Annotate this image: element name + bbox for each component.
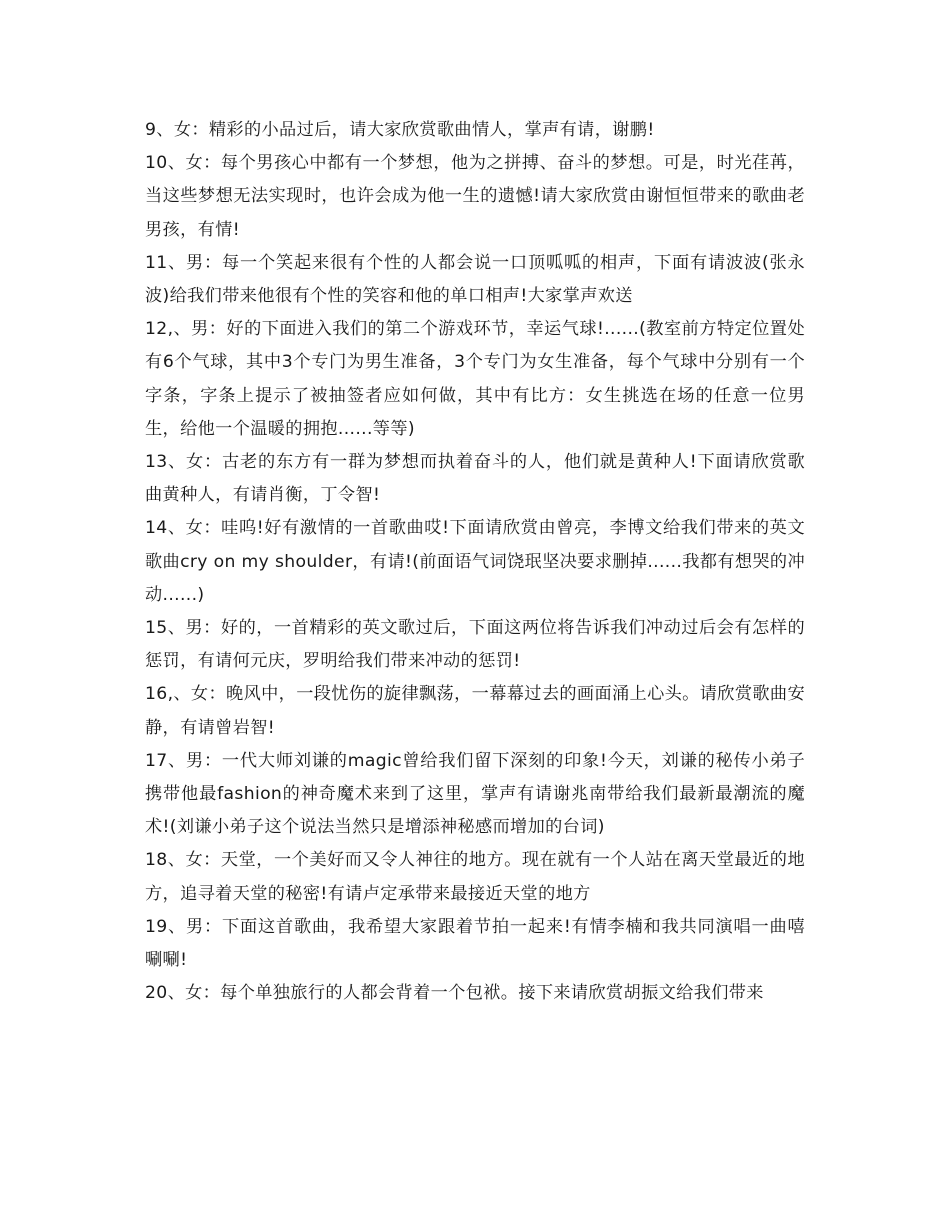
paragraph-16: 16,、女：晚风中，一段忧伤的旋律飘荡，一幕幕过去的画面涌上心头。请欣赏歌曲安静，有请曾岩智! [145,684,805,738]
paragraph-14: 14、女：哇呜!好有激情的一首歌曲哎!下面请欣赏由曾亮，李博文给我们带来的英文歌曲cry on my shoulder，有请!(前面语气词饶珉坚决要求删掉......我都有想哭的冲动......) [145,518,805,605]
document-body [145,114,805,1010]
paragraph-17: 17、男：一代大师刘谦的magic曾给我们留下深刻的印象!今天，刘谦的秘传小弟子携带他最fashion的神奇魔术来到了这里，掌声有请谢兆南带给我们最新最潮流的魔术!(刘谦小弟子这个说法当然只是增添神秘感而增加的台词) [145,750,805,838]
paragraph-10: 10、女：每个男孩心中都有一个梦想，他为之拼搏、奋斗的梦想。可是，时光荏苒，当这些梦想无法实现时，也许会成为他一生的遗憾!请大家欣赏由谢恒恒带来的歌曲老男孩，有情! [145,153,805,240]
paragraph-9: 9、女：精彩的小品过后，请大家欣赏歌曲情人，掌声有请，谢鹏! [145,120,655,140]
paragraph-15: 15、男：好的，一首精彩的英文歌过后，下面这两位将告诉我们冲动过后会有怎样的惩罚，有请何元庆，罗明给我们带来冲动的惩罚! [145,618,805,672]
paragraph-12: 12,、男：好的下面进入我们的第二个游戏环节，幸运气球!......(教室前方特定位置处有6个气球，其中3个专门为男生准备，3个专门为女生准备，每个气球中分别有一个字条，字条上提示了被抽签者应如何做，其中有比方：女生挑选在场的任意一位男生，给他一个温暖的拥抱......等等) [145,319,805,439]
paragraph-11: 11、男：每一个笑起来很有个性的人都会说一口顶呱呱的相声，下面有请波波(张永波)给我们带来他很有个性的笑容和他的单口相声!大家掌声欢送 [145,252,805,307]
paragraph-13: 13、女：古老的东方有一群为梦想而执着奋斗的人，他们就是黄种人!下面请欣赏歌曲黄种人，有请肖衡，丁令智! [145,452,805,506]
paragraph-20: 20、女：每个单独旅行的人都会背着一个包袱。接下来请欣赏胡振文给我们带来 [145,983,764,1004]
paragraph-19: 19、男：下面这首歌曲，我希望大家跟着节拍一起来!有情李楠和我共同演唱一曲嘻唰唰! [145,916,805,971]
paragraph-18: 18、女：天堂，一个美好而又令人神往的地方。现在就有一个人站在离天堂最近的地方，追寻着天堂的秘密!有请卢定承带来最接近天堂的地方 [145,850,805,904]
